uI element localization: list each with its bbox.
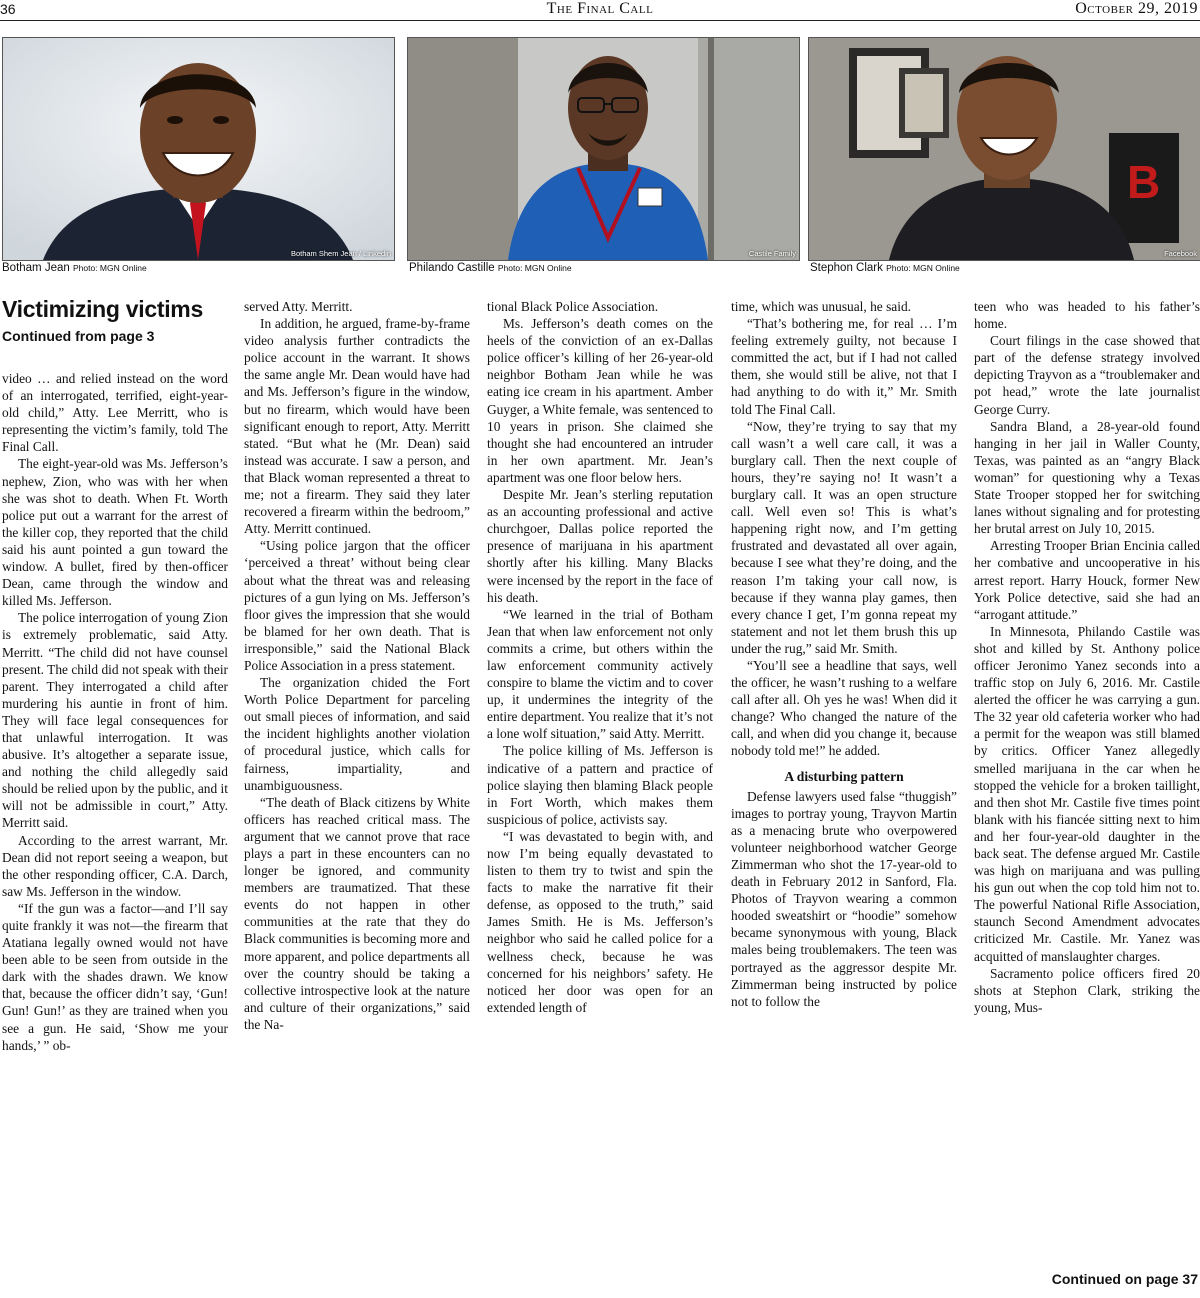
paragraph: Sandra Bland, a 28-year-old found hanging in her jail in Waller County, Texas, was painted as an “angry Black woman” for questioning why a Texas State Trooper stopped her for switching lanes without signaling and for protesting her brutal arrest on July 10, 2015.: [974, 418, 1200, 537]
issue-date: October 29, 2019: [1075, 0, 1198, 17]
paragraph: served Atty. Merritt.: [244, 299, 353, 314]
paragraph: Sacramento police officers fired 20 shots at Stephon Clark, striking the young, Mus-: [974, 965, 1200, 1015]
article-column-5: [974, 298, 1200, 1016]
caption-name: Stephon Clark: [810, 262, 883, 274]
paragraph: “The death of Black citizens by White officers has reached critical mass. The argument that we cannot prove that race plays a part in these encounters can no longer be ignored, and community members are traumatized. That these events do not happen in other communities at the rate that they do Black communities is becoming more and more apparent, and police departments all over the country should be taking a collective introspective look at the nature and culture of their organizations,” said the Na-: [244, 794, 470, 1032]
paragraph: Court filings in the case showed that part of the defense strategy involved depicting Trayvon as a “troublemaker and pot head,” wrote the late journalist George Curry.: [974, 333, 1200, 417]
portrait-image: [408, 38, 799, 260]
photo-botham-jean: [2, 37, 395, 261]
caption-photo-credit: Photo: MGN Online: [72, 263, 147, 273]
article-column-1: [2, 370, 228, 1290]
page-number: 36: [0, 1, 16, 17]
page-header: [0, 0, 1200, 21]
article-column-4: [731, 298, 957, 1010]
photo-overlay-credit: Botham Shem Jean / Linkedin: [290, 249, 391, 258]
paragraph: time, which was unusual, he said.: [731, 299, 911, 314]
paragraph: Defense lawyers used false “thuggish” images to portray young, Trayvon Martin as a menacing brute who overpowered volunteer neighborhood watcher George Zimmerman who shot the 17-year-old to death in February 2012 in Sanford, Fla. Photos of Trayvon wearing a common hooded sweatshirt or “hoodie” somehow became synonymous with young, Black males being troublemakers. The teen was portrayed as the aggressor despite Mr. Zimmerman being instructed by police not to follow the: [731, 788, 957, 1009]
caption-photo-credit: Photo: MGN Online: [497, 263, 572, 273]
paragraph: Arresting Trooper Brian Encinia called her combative and uncooperative in his arrest report. Harry Houck, former New York Police detective, said she had an “arrogant attitude.”: [974, 538, 1200, 622]
paragraph: In addition, he argued, frame-by-frame video analysis further contradicts the police account in the warrant. It shows the same angle Mr. Dean would have had and Ms. Jefferson’s figure in the window, but no firearm, which would have been significant enough to report, Atty. Merritt stated. “But what he (Mr. Dean) said instead was accurate. I saw a person, and that Black woman represented a threat to me; not a firearm. They said they later recovered a firearm within the bedroom,” Atty. Merritt continued.: [244, 316, 470, 537]
photo-philando-castille: [407, 37, 800, 261]
paragraph: video … and relied instead on the word of an interrogated, terrified, eight-year-old child,” Atty. Lee Merritt, who is representing the victim’s family, told The Final Call.: [2, 371, 228, 455]
article-headline: Victimizing victims: [2, 296, 203, 322]
paragraph: The police killing of Ms. Jefferson is indicative of a pattern and practice of police slaying then blaming Black people in Fort Worth, which makes them suspicious of police, activists say.: [487, 743, 713, 827]
paragraph: “You’ll see a headline that says, well the officer, he wasn’t rushing to a welfare call after all. Oh yes he was! When did it change? Who changed the nature of the call, and when did you change it, because nobody told me!” he added.: [731, 657, 957, 759]
paragraph: The eight-year-old was Ms. Jefferson’s nephew, Zion, who was with her when she was shot to death. When Ft. Worth police put out a warrant for the arrest of the killer cop, they reported that the child said his aunt pointed a gun toward the window. A bullet, fired by then-officer Dean, came through the window and killed Ms. Jefferson.: [2, 456, 228, 609]
svg-text:B: B: [1127, 156, 1161, 208]
paragraph: Despite Mr. Jean’s sterling reputation as an accounting professional and active churchgoer, Dallas police reported the presence of marijuana in his apartment shortly after his killing. Many Blacks were incensed by the report in the face of his death.: [487, 487, 713, 605]
continued-on-link[interactable]: Continued on page 37: [1051, 1271, 1198, 1287]
portrait-image: [3, 38, 394, 260]
caption-name: Botham Jean: [2, 262, 70, 274]
photo-caption: [409, 262, 572, 274]
paragraph: teen who was headed to his father’s home.: [974, 299, 1200, 332]
photo-overlay-credit: Castile Family: [748, 249, 796, 258]
photo-overlay-credit: Facebook: [1164, 249, 1197, 258]
photo-caption: [810, 262, 960, 274]
paragraph: tional Black Police Association.: [487, 299, 659, 314]
photo-caption: [2, 262, 147, 274]
photo-stephon-clark: [808, 37, 1200, 261]
article-column-2: [244, 298, 470, 1033]
paragraph: “I was devastated to begin with, and now I’m being equally devastated to listen to them try to twist and spin the facts to make the narrative fit their defense, as opposed to the truth,” said James Smith. He is Ms. Jefferson’s neighbor who said he called police for a wellness check, because he was concerned for his neighbors’ safety. He noticed her door was open for an extended length of: [487, 828, 713, 1015]
paragraph: The organization chided the Fort Worth Police Department for parceling out small pieces of information, and said the incident highlights another violation of procedural justice, which calls for fairness, impartiality, and unambiguousness.: [244, 675, 470, 793]
paragraph: “If the gun was a factor—and I’ll say quite frankly it was not—the firearm that Atatiana legally owned would not have been able to be seen from outside in the dark with the shades drawn. We know that, because the officer didn’t say, ‘Gun! Gun! Gun!’ as they are trained when you see a gun. He said, ‘Show me your hands,’ ” ob-: [2, 900, 228, 1053]
paragraph: “Using police jargon that the officer ‘perceived a threat’ without being clear about what the threat was and releasing pictures of a gun lying on Ms. Jefferson’s floor gives the impression that she would be blamed for her own death. That is irresponsible,” said the National Black Police Association in a press statement.: [244, 538, 470, 673]
paragraph: “That’s bothering me, for real … I’m feeling extremely guilty, not because I committed the act, but if I had not called them, she would still be alive, not that I had anything to do with it,” Mr. Smith told The Final Call.: [731, 316, 957, 417]
paragraph: In Minnesota, Philando Castile was shot and killed by St. Anthony police officer Jeronimo Yanez seconds into a traffic stop on July 6, 2016. Mr. Castile alerted the officer he was carrying a gun. The 32 year old cafeteria worker who had a permit for the weapon was still blamed by critics. Officer Yanez allegedly smelled marijuana in the car when he stopped the vehicle for a broken taillight, and then shot Mr. Castile five times point blank with his fiancée sitting next to him and her four-year-old daughter in the back seat. The defense argued Mr. Castile was high on marijuana and was pulling his gun out when the cop told him not to. The powerful National Rifle Association, staunch Second Amendment advocates criticized Mr. Castile. Mr. Yanez was acquitted of manslaughter charges.: [974, 623, 1200, 964]
paragraph: According to the arrest warrant, Mr. Dean did not report seeing a weapon, but the other responding officer, C.A. Darch, saw Ms. Jefferson in the window.: [2, 832, 228, 899]
paragraph: Ms. Jefferson’s death comes on the heels of the conviction of an ex-Dallas police officer’s killing of her 26-year-old neighbor Botham Jean while he was eating ice cream in his apartment. Amber Guyger, a White female, was sentenced to 10 years in prison. She claimed she thought she had encountered an intruder in her own apartment. Mr. Jean’s apartment was one floor below hers.: [487, 316, 713, 485]
paragraph: “We learned in the trial of Botham Jean that when law enforcement not only commits a crime, but others within the law enforcement community actively conspire to blame the victim and to cover up, it undermines the integrity of the entire department. You realize that it’s not a lone wolf situation,” said Atty. Merritt.: [487, 606, 713, 742]
section-subheading: A disturbing pattern: [784, 768, 904, 784]
caption-photo-credit: Photo: MGN Online: [886, 263, 960, 273]
paragraph: The police interrogation of young Zion is extremely problematic, said Atty. Merritt. “The child did not have counsel present. The child did not speak with their parent. They interrogated a child after murdering his auntie in front of him. They will face legal consequences for that unlawful interrogation. It was abusive. It’s altogether a separate issue, and nothing the child allegedly said should be relied upon by the public, and it will not be admissible in court,” Atty. Merritt said.: [2, 610, 228, 831]
publication-name: The Final Call: [546, 0, 654, 17]
paragraph: “Now, they’re trying to say that my call wasn’t a well care call, it was a burglary call. Then the next couple of hours, they’re saying no! It wasn’t a burglary call. It was an open structure call. Well even so! This is what’s happening right now, and I’m getting frustrated and devastated all over again, because I see what they’re doing, and the reason I’m taking your call now, is because if they wanna play games, then every chance I get, I’m gonna repeat my statement and not let them brush this up under the rug,” said Mr. Smith.: [731, 418, 957, 656]
portrait-image: [809, 38, 1200, 260]
caption-name: Philando Castille: [409, 262, 495, 274]
article-column-3: [487, 298, 713, 1016]
continued-from-note: Continued from page 3: [2, 328, 155, 344]
